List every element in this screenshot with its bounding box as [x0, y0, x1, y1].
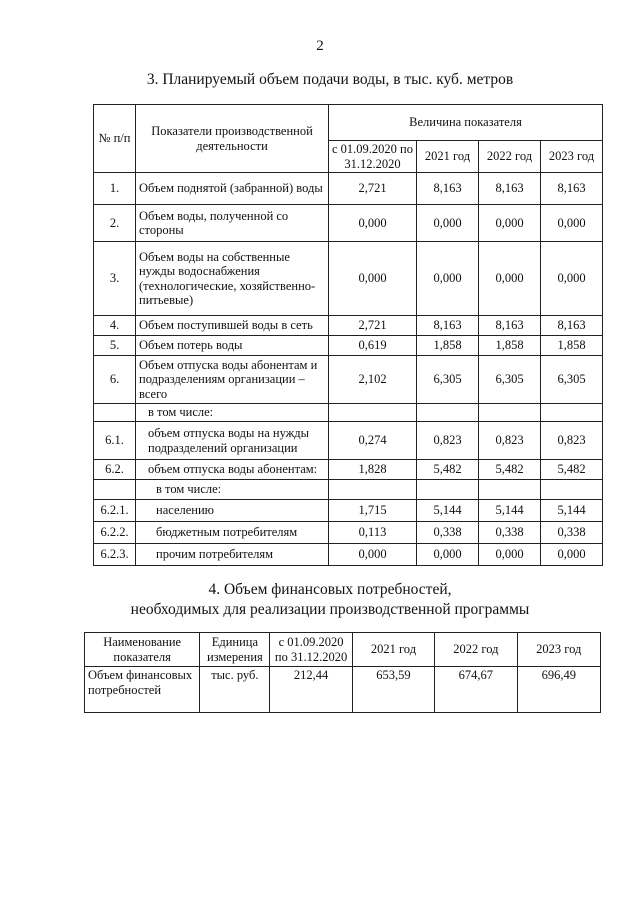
- row-value: 2,102: [329, 356, 417, 404]
- row-value: 1,858: [479, 336, 541, 356]
- row-value: 6,305: [541, 356, 603, 404]
- header-2021: 2021 год: [417, 141, 479, 173]
- row-unit: тыс. руб.: [200, 667, 270, 713]
- row-value: 0,338: [417, 522, 479, 544]
- row-value: 0,000: [417, 205, 479, 242]
- table-row: [94, 205, 603, 242]
- row-value: 2,721: [329, 173, 417, 205]
- row-value: 8,163: [479, 316, 541, 336]
- table-row: [94, 316, 603, 336]
- row-value: 212,44: [270, 667, 352, 713]
- section-3-title: 3. Планируемый объем подачи воды, в тыс. куб. метров: [146, 71, 514, 88]
- header-value-group: Величина показателя: [329, 105, 603, 141]
- table-row: [94, 242, 603, 316]
- row-label: объем отпуска воды на нужды подразделений организации: [136, 422, 329, 460]
- table-row: [94, 544, 603, 566]
- header-unit: Единица измерения: [200, 633, 270, 667]
- row-num: 6.2.: [94, 460, 136, 480]
- row-label: Объем поднятой (забранной) воды: [136, 173, 329, 205]
- financial-needs-table: [84, 632, 601, 713]
- row-value: 0,000: [479, 242, 541, 316]
- row-value: 0,000: [479, 544, 541, 566]
- page-number: 2: [316, 38, 324, 54]
- table-row: [94, 522, 603, 544]
- row-value: 696,49: [517, 667, 600, 713]
- row-label: населению: [136, 500, 329, 522]
- table-row: [94, 173, 603, 205]
- row-value: 674,67: [435, 667, 517, 713]
- row-value: 6,305: [479, 356, 541, 404]
- table-row: [94, 356, 603, 404]
- table-row: [94, 404, 603, 422]
- row-value: 0,274: [329, 422, 417, 460]
- header-period: с 01.09.2020 по 31.12.2020: [270, 633, 352, 667]
- row-label: бюджетным потребителям: [136, 522, 329, 544]
- row-value: [479, 480, 541, 500]
- row-num: 6.: [94, 356, 136, 404]
- row-num: 4.: [94, 316, 136, 336]
- row-value: 8,163: [541, 316, 603, 336]
- table-row: [94, 480, 603, 500]
- section-4-title-line2: необходимых для реализации производственной программы: [130, 601, 530, 618]
- header-name: Наименование показателя: [85, 633, 200, 667]
- row-num: [94, 480, 136, 500]
- table-row: [85, 667, 601, 713]
- row-value: 0,823: [417, 422, 479, 460]
- header-2021: 2021 год: [352, 633, 434, 667]
- row-value: 0,000: [541, 205, 603, 242]
- table-row: [94, 422, 603, 460]
- row-value: 8,163: [417, 316, 479, 336]
- header-period: с 01.09.2020 по 31.12.2020: [329, 141, 417, 173]
- water-supply-table: [93, 104, 603, 566]
- row-value: 1,715: [329, 500, 417, 522]
- row-value: 0,000: [541, 544, 603, 566]
- row-value: 0,000: [479, 205, 541, 242]
- row-value: 0,000: [417, 544, 479, 566]
- row-value: 0,000: [541, 242, 603, 316]
- row-value: 5,144: [541, 500, 603, 522]
- row-num: 2.: [94, 205, 136, 242]
- row-value: 5,144: [417, 500, 479, 522]
- row-value: 0,000: [417, 242, 479, 316]
- table-row: [94, 500, 603, 522]
- header-2023: 2023 год: [517, 633, 600, 667]
- header-2022: 2022 год: [479, 141, 541, 173]
- row-num: 6.2.1.: [94, 500, 136, 522]
- row-value: [329, 404, 417, 422]
- header-2022: 2022 год: [435, 633, 517, 667]
- row-num: 3.: [94, 242, 136, 316]
- table-row: [94, 336, 603, 356]
- row-label: Объем воды на собственные нужды водоснабжения (технологические, хозяйственно-питьевые): [136, 242, 329, 316]
- row-value: 1,858: [417, 336, 479, 356]
- header-indicator: Показатели производственной деятельности: [136, 105, 329, 173]
- row-value: 0,823: [479, 422, 541, 460]
- row-num: 6.2.3.: [94, 544, 136, 566]
- header-2023: 2023 год: [541, 141, 603, 173]
- header-num: № п/п: [94, 105, 136, 173]
- row-num: 6.2.2.: [94, 522, 136, 544]
- section-4-title-line1: 4. Объем финансовых потребностей,: [208, 581, 452, 598]
- row-value: [541, 404, 603, 422]
- row-value: 0,000: [329, 242, 417, 316]
- row-value: 0,823: [541, 422, 603, 460]
- row-num: [94, 404, 136, 422]
- row-value: 653,59: [352, 667, 434, 713]
- row-value: 1,858: [541, 336, 603, 356]
- row-num: 6.1.: [94, 422, 136, 460]
- row-value: 0,619: [329, 336, 417, 356]
- row-name: Объем финансовых потребностей: [85, 667, 200, 713]
- row-value: 5,144: [479, 500, 541, 522]
- row-value: 0,000: [329, 544, 417, 566]
- row-value: 1,828: [329, 460, 417, 480]
- row-value: 8,163: [417, 173, 479, 205]
- row-value: 5,482: [417, 460, 479, 480]
- row-value: 8,163: [479, 173, 541, 205]
- row-value: [541, 480, 603, 500]
- row-value: [417, 480, 479, 500]
- row-value: 2,721: [329, 316, 417, 336]
- row-label: в том числе:: [136, 480, 329, 500]
- row-value: 5,482: [479, 460, 541, 480]
- row-value: 6,305: [417, 356, 479, 404]
- row-value: 8,163: [541, 173, 603, 205]
- row-value: 0,338: [541, 522, 603, 544]
- row-value: [479, 404, 541, 422]
- section-4-title: [60, 580, 600, 620]
- table-row: [94, 460, 603, 480]
- row-num: 1.: [94, 173, 136, 205]
- row-label: Объем потерь воды: [136, 336, 329, 356]
- row-label: объем отпуска воды абонентам:: [136, 460, 329, 480]
- row-label: Объем поступившей воды в сеть: [136, 316, 329, 336]
- row-value: 0,338: [479, 522, 541, 544]
- row-value: 5,482: [541, 460, 603, 480]
- row-value: [417, 404, 479, 422]
- row-label: прочим потребителям: [136, 544, 329, 566]
- row-value: [329, 480, 417, 500]
- row-value: 0,113: [329, 522, 417, 544]
- row-value: 0,000: [329, 205, 417, 242]
- row-label: в том числе:: [136, 404, 329, 422]
- row-label: Объем воды, полученной со стороны: [136, 205, 329, 242]
- row-label: Объем отпуска воды абонентам и подразделениям организации – всего: [136, 356, 329, 404]
- row-num: 5.: [94, 336, 136, 356]
